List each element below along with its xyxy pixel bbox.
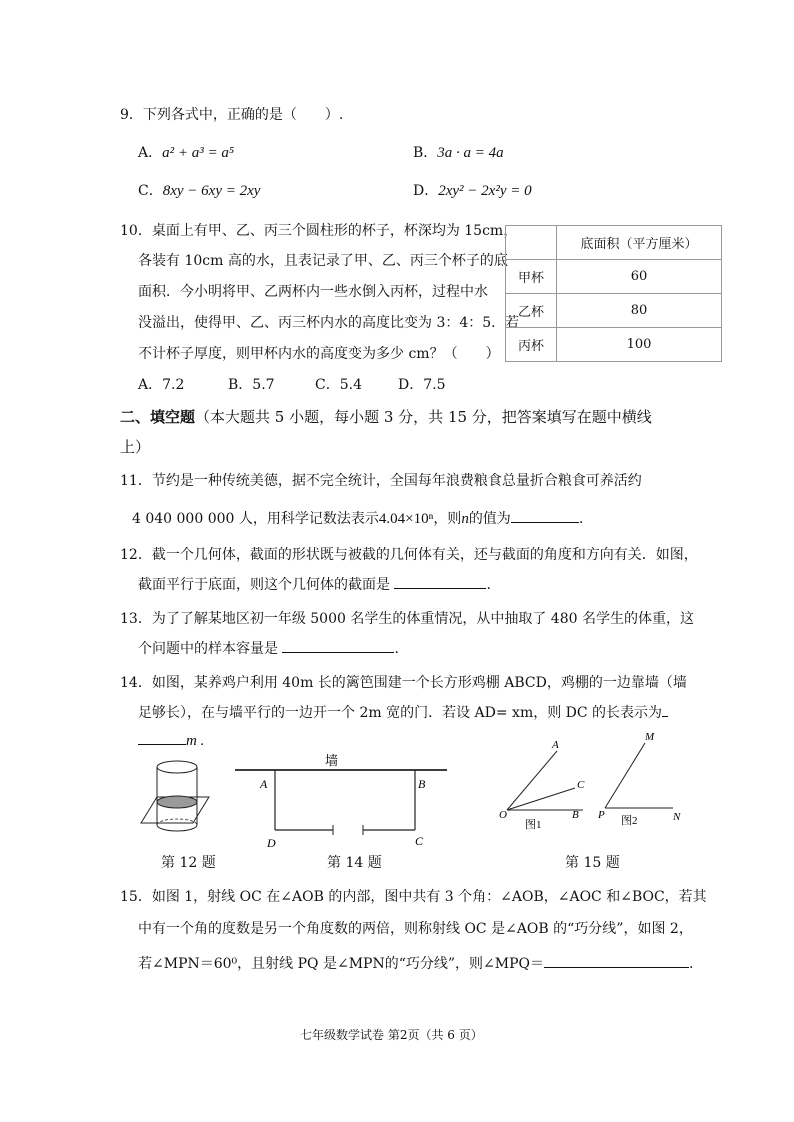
table-row [506,328,722,362]
q11-sci-notation: 4.04×10ⁿ [378,511,434,527]
q13-line2-text: 个问题中的样本容量是 [138,641,278,657]
q15-line2: 中有一个角的度数是另一个角度数的两倍，则称射线 OC 是∠AOB 的“巧分线”，如图 2， [138,921,693,937]
q9-option-d-expr: 2xy² − 2x²y = 0 [438,183,532,199]
cup-area: 60 [557,260,722,294]
q13-line1: 13．为了了解某地区初一年级 5000 名学生的体重情况，从中抽取了 480 名学生的体重，这 [120,611,694,627]
area-table-header-row [506,226,722,260]
q12-line2-end: . [486,577,491,593]
cup-name: 甲杯 [506,260,557,294]
q11-line2-post: 的值为 [468,511,511,527]
q10-line4: 没溢出，使得甲、乙、丙三杯内水的高度比变为 3：4：5．若 [138,315,520,331]
q10-option-a: A．7.2 [138,377,185,393]
q14-line1: 14．如图，某养鸡户利用 40m 长的篱笆围建一个长方形鸡棚 ABCD，鸡棚的一边靠墙（墙 [120,675,687,691]
fig15-point-n: N [673,811,681,823]
point-c-label: C [415,834,424,848]
q10-line3: 面积．今小明将甲、乙两杯内一些水倒入丙杯，过程中水 [138,284,488,300]
fig15-point-p: P [598,809,605,821]
caption-fig12: 第 12 题 [161,855,216,871]
q11-line2-pre: 4 040 000 000 人，用科学记数法表示 [132,511,379,527]
q9-option-d-label: D． [413,183,439,199]
q11-line2 [132,508,583,528]
q14-unit: m . [186,733,205,749]
q9-option-c-expr: 8xy − 6xy = 2xy [162,183,261,199]
fig12-cylinder-diagram [135,755,215,840]
q12-line2-text: 截面平行于底面，则这个几何体的截面是 [138,577,390,593]
q9-option-a-expr: a² + a³ = a⁵ [162,145,235,161]
page-footer: 七年级数学试卷 第2页（共 6 页） [300,1028,483,1042]
q9-option-b-label: B． [413,145,438,161]
q14-line3 [138,730,204,750]
fig15-point-m: M [645,731,655,743]
q12-line1: 12．截一个几何体，截面的形状既与被截的几何体有关，还与截面的角度和方向有关．如图， [120,547,698,563]
point-d-label: D [267,836,276,850]
fig15-point-o: O [499,809,507,821]
q11-line2-mid: ，则 [433,511,462,527]
q14-answer-blank[interactable] [138,730,186,745]
section2-desc: （本大题共 5 小题，每小题 3 分，共 15 分，把答案填写在题中横线 [195,408,652,426]
fig15-sub1-label: 图1 [525,819,542,831]
wall-label: 墙 [325,753,339,768]
fig15-point-b: B [572,809,579,821]
cup-name: 丙杯 [506,328,557,362]
area-table [505,225,722,362]
section2-heading [120,406,652,427]
section2-desc-line2: 上） [120,438,151,456]
q9-option-b [413,142,504,162]
point-b-label: B [418,777,426,791]
fig14-coop-diagram [225,750,455,850]
q10-option-b: B．5.7 [228,377,275,393]
q9-option-d [413,180,532,200]
q11-line1: 11．节约是一种传统美德，据不完全统计，全国每年浪费粮食总量折合粮食可养活约 [120,473,642,489]
q12-answer-blank[interactable] [394,574,486,589]
q10-line2: 各装有 10cm 高的水，且表记录了甲、乙、丙三个杯子的底 [138,253,508,269]
fig15-sub2-label: 图2 [621,815,638,827]
cup-area: 80 [557,294,722,328]
q13-line2-end: . [394,641,399,657]
q15-line3 [138,953,693,973]
q10-option-d: D．7.5 [398,377,446,393]
caption-fig15: 第 15 题 [565,855,620,871]
point-a-label: A [260,777,268,791]
q15-line1: 15．如图 1，射线 OC 在∠AOB 的内部，图中共有 3 个角：∠AOB，∠AOC 和∠BOC，若其 [120,889,707,905]
q10-line1: 10．桌面上有甲、乙、丙三个圆柱形的杯子，杯深均为 15cm， [120,223,518,239]
table-row [506,260,722,294]
q13-line2 [138,638,399,658]
q9-option-a-label: A． [138,145,163,161]
fig15-point-c: C [577,779,585,791]
q12-line2 [138,574,491,594]
q11-answer-blank[interactable] [511,508,579,523]
q11-var-n: n [461,511,469,527]
fig15-point-a: A [552,739,559,751]
q9-option-a [138,142,234,162]
q14-line2 [138,702,668,722]
q9-option-c-label: C． [138,183,163,199]
q15-answer-blank[interactable] [544,953,689,968]
q14-line2-text: 足够长），在与墙平行的一边开一个 2m 宽的门．若设 AD= xm，则 DC 的长表示为 [138,705,663,721]
q9-option-b-expr: 3a · a = 4a [437,145,504,161]
section2-title: 二、填空题 [120,408,196,426]
q14-answer-blank-start[interactable] [662,702,668,717]
q10-option-c: C．5.4 [315,377,362,393]
cup-name: 乙杯 [506,294,557,328]
area-table-header: 底面积（平方厘米） [557,226,722,260]
q9-option-c [138,180,260,200]
table-row [506,294,722,328]
q11-line2-end: . [578,511,584,527]
q15-line3-text: 若∠MPN＝60⁰，且射线 PQ 是∠MPN的“巧分线”，则∠MPQ＝ [138,956,544,972]
q9-stem: 9．下列各式中，正确的是（ ）. [120,107,344,123]
fig15-angle-diagram [495,728,695,833]
cup-area: 100 [557,328,722,362]
caption-fig14: 第 14 题 [327,855,382,871]
q13-answer-blank[interactable] [282,638,394,653]
q10-line5: 不计杯子厚度，则甲杯内水的高度变为多少 cm？（ ） [138,346,500,362]
q15-line3-end: . [688,956,694,972]
area-table-corner [506,226,557,260]
